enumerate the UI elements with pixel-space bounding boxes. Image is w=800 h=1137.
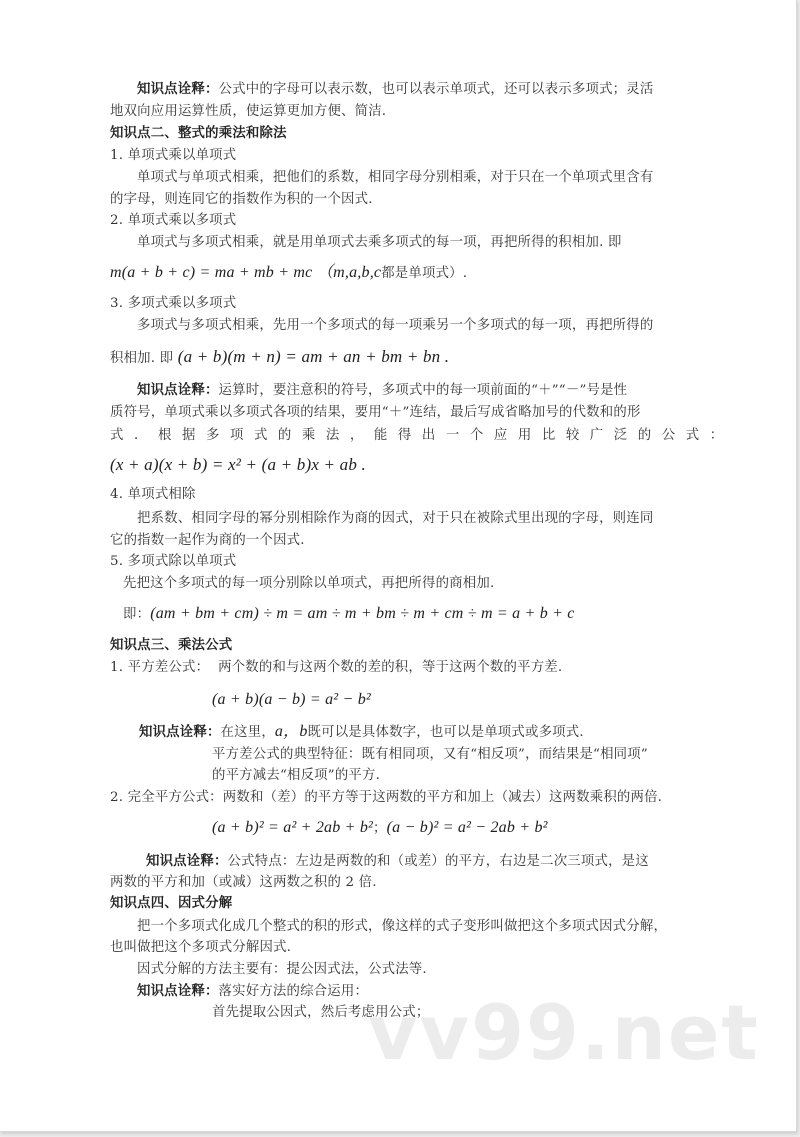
paragraph-text: 先把这个多项式的每一项分别除以单项式，再把所得的商相加.	[123, 576, 495, 591]
formula-line	[123, 602, 575, 626]
note-text: 式．根据多项式的乘法，能得出一个应用比较广泛的公式：	[110, 428, 734, 443]
formula-line	[212, 815, 548, 841]
formula-note: 都是单项式）.	[381, 266, 468, 281]
item-title: 3. 多项式乘以多项式	[110, 296, 237, 311]
note-text-continued: 地双向应用运算性质，使运算更加方便、简洁.	[110, 104, 387, 119]
note-paragraph	[139, 722, 584, 742]
paragraph-text: 多项式与多项式相乘，先用一个多项式的每一项乘另一个多项式的每一项，再把所得的	[137, 318, 654, 333]
item-desc: 两个数的和与这两个数的差的积，等于这两个数的平方差.	[218, 660, 563, 675]
item-title: 4. 单项式相除	[110, 487, 196, 502]
paragraph-text: 它的指数一起作为商的一个因式.	[110, 533, 305, 548]
note-paragraph-1	[137, 80, 653, 100]
note-label: 知识点诠释：	[137, 984, 219, 999]
note-text: 平方差公式的典型特征：既有相同项，又有“相反项”，而结果是“相同项”	[212, 747, 648, 762]
formula: m(a + b + c) = ma + mb + mc	[110, 264, 313, 281]
formula-prefix: 即：	[123, 607, 151, 622]
item-title-line	[110, 658, 562, 678]
formula: (am + bm + cm) ÷ m = am ÷ m + bm ÷ m + cm ÷ m = a + b + c	[150, 605, 575, 622]
paragraph-text: 因式分解的方法主要有：提公因式法，公式法等.	[137, 962, 427, 977]
formula: (x + a)(x + b) = x² + (a + b)x + ab .	[110, 455, 366, 474]
note-text: 首先提取公因式，然后考虑用公式；	[212, 1005, 430, 1020]
note-label: 知识点诠释：	[139, 725, 221, 740]
note-paragraph	[137, 982, 368, 1002]
item-title: 2. 完全平方公式：	[110, 790, 223, 805]
note-label: 知识点诠释：	[146, 854, 228, 869]
note-text: 的平方减去“相反项”的平方.	[212, 768, 381, 783]
item-desc: 两数和（差）的平方等于这两数的平方和加上（减去）这两数乘积的两倍.	[222, 790, 663, 805]
paragraph-text: 把系数、相同字母的幂分别相除作为商的因式，对于只在被除式里出现的字母，则连同	[137, 511, 654, 526]
paragraph-text: 的字母，则连同它的指数作为积的一个因式.	[110, 192, 373, 207]
item-title: 5. 多项式除以单项式	[110, 554, 237, 569]
section-heading-2: 知识点二、整式的乘法和除法	[110, 126, 287, 141]
item-title: 1. 单项式乘以单项式	[110, 148, 237, 163]
note-text: 落实好方法的综合运用：	[218, 984, 369, 999]
note-vars: a，b	[274, 723, 308, 740]
formula: (a + b)(m + n) = am + an + bm + bn .	[177, 347, 450, 366]
paragraph-text: 把一个多项式化成几个整式的积的形式，像这样的式子变形叫做把这个多项式因式分解，	[137, 919, 668, 934]
item-title-line	[110, 788, 662, 808]
formula: (a − b)² = a² − 2ab + b²	[386, 819, 548, 836]
paragraph-text: 单项式与多项式相乘，就是用单项式去乘多项式的每一项，再把所得的积相加. 即	[137, 235, 622, 250]
note-text: 公式中的字母可以表示数，也可以表示单项式，还可以表示多项式；灵活	[218, 82, 654, 97]
note-text: 质符号，单项式乘以多项式各项的结果，要用“＋”连结，最后写成省略加号的代数和的形	[110, 405, 641, 420]
formula-line	[110, 344, 449, 370]
section-heading-4: 知识点四、因式分解	[110, 896, 233, 911]
note-text: 两数的平方和加（或减）这两数之积的 2 倍.	[110, 875, 377, 890]
note-paragraph	[146, 852, 649, 872]
formula-line	[212, 688, 371, 712]
formula-line	[110, 261, 467, 285]
note-label: 知识点诠释：	[137, 383, 219, 398]
item-title: 2. 单项式乘以多项式	[110, 213, 237, 228]
note-text: 在这里，	[220, 725, 275, 740]
watermark: vv99.net	[368, 988, 760, 1077]
formula-vars: （m,a,b,c	[316, 264, 382, 281]
paragraph-text: 也叫做把这个多项式分解因式.	[110, 940, 292, 955]
note-text: 公式特点：左边是两数的和（或差）的平方，右边是二次三项式，是这	[227, 854, 649, 869]
paragraph-text: 单项式与单项式相乘，把他们的系数，相同字母分别相乘，对于只在一个单项式里含有	[137, 170, 654, 185]
formula: (a + b)(a − b) = a² − b²	[212, 691, 371, 708]
note-text: 运算时，要注意积的符号，多项式中的每一项前面的“＋”“－”号是性	[218, 383, 628, 398]
item-title: 1. 平方差公式：	[110, 660, 210, 675]
note-text: 既可以是具体数字，也可以是单项式或多项式.	[307, 725, 584, 740]
formula-prefix: 积相加. 即	[110, 351, 174, 366]
formula: (a + b)² = a² + 2ab + b²	[212, 819, 374, 836]
note-paragraph	[137, 381, 627, 401]
formula-line	[110, 452, 366, 478]
formula-separator: ；	[373, 821, 387, 836]
note-label: 知识点诠释：	[137, 82, 219, 97]
section-heading-3: 知识点三、乘法公式	[110, 638, 233, 653]
